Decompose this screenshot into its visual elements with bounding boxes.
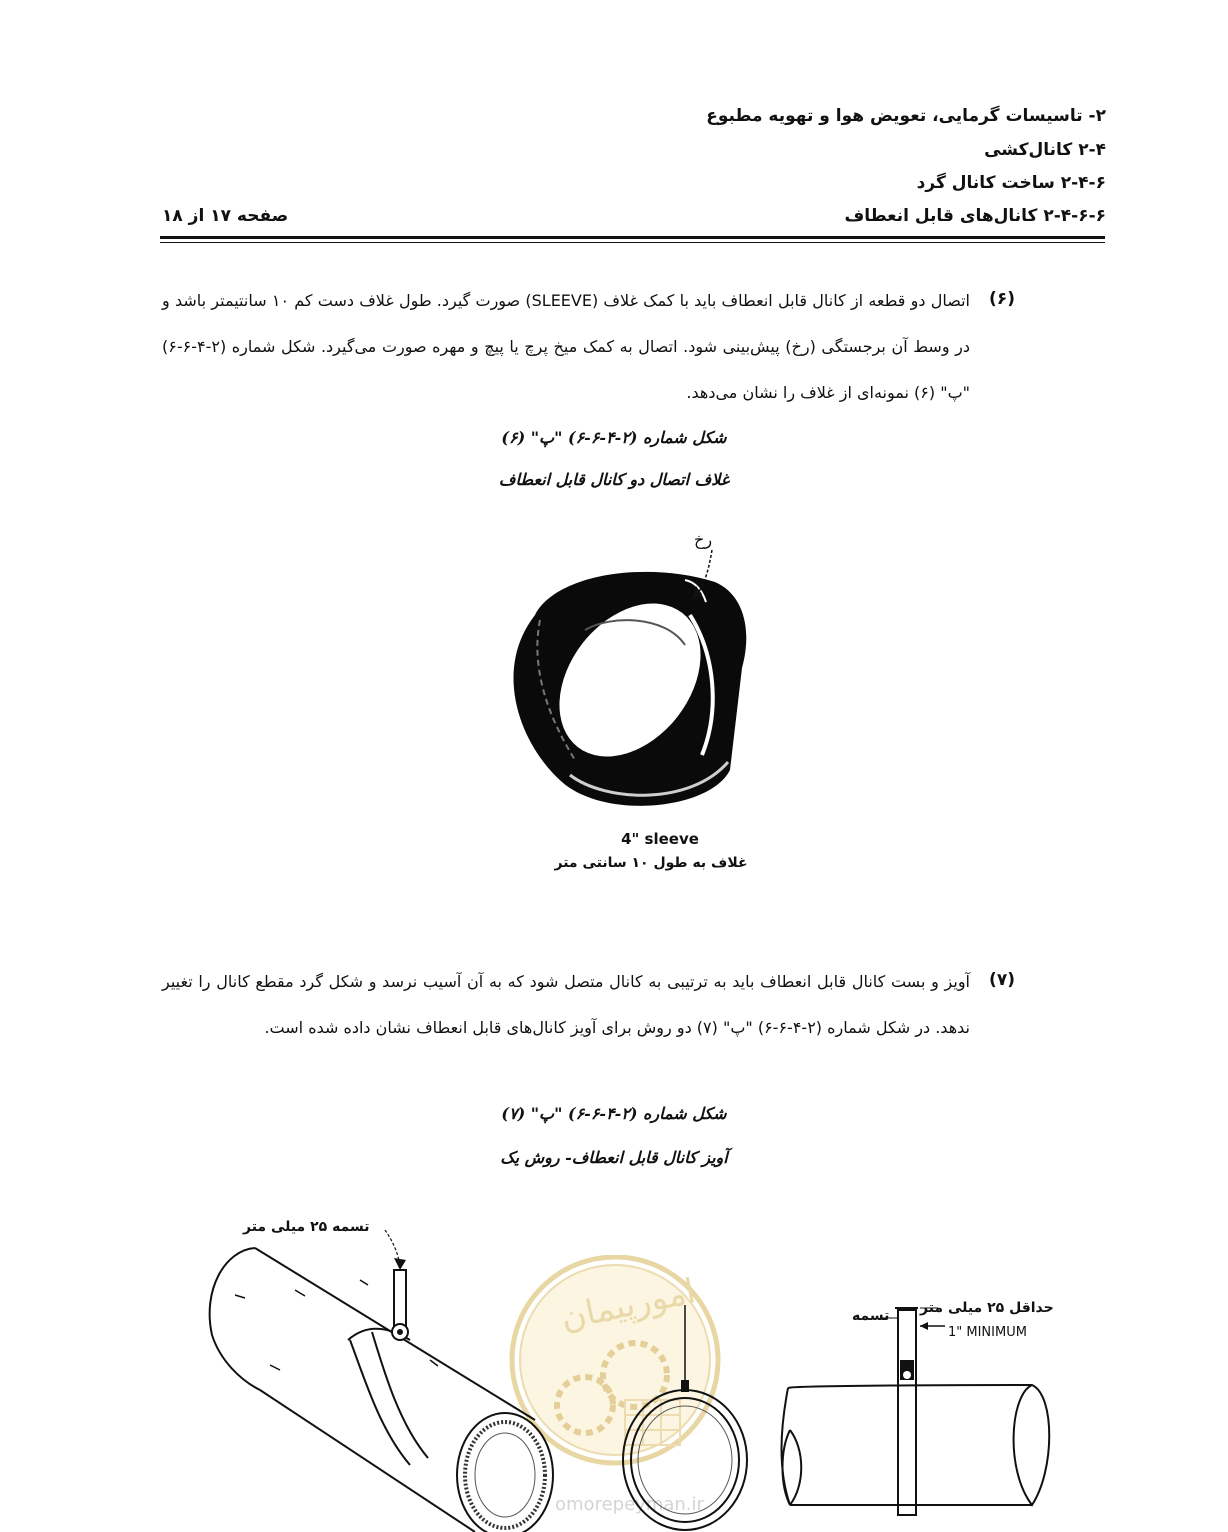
page-number: صفحه ۱۷ از ۱۸: [162, 206, 289, 226]
paragraph-7-number: (۷): [989, 970, 1015, 990]
figure-6-caption-number: شکل شماره (۲-۴-۶-۶) "پ" (۶): [501, 428, 727, 447]
header-section-title: ۲- تاسیسات گرمایی، تعویض هوا و تهویه مطبوع: [706, 106, 1106, 126]
figure-7-caption-number: شکل شماره (۲-۴-۶-۶) "پ" (۷): [501, 1104, 727, 1123]
figure-6-caption-title: غلاف اتصال دو کانال قابل انعطاف: [498, 470, 730, 489]
header-subsection-title: ۲-۴ کانال‌کشی: [984, 140, 1106, 160]
bead-label: رخ: [694, 530, 713, 549]
sleeve-illustration: [480, 520, 770, 820]
sleeve-size-label-fa: غلاف به طول ۱۰ سانتی متر: [554, 855, 748, 871]
header-topic-title: ۲-۴-۶-۶ کانال‌های قابل انعطاف: [844, 206, 1106, 226]
paragraph-7-text: آویز و بست کانال قابل انعطاف باید به ترتیبی به کانال متصل شود که به آن آسیب نرسد و شکل گرد مقطع کانال را تغییر ندهد. در شکل شماره (۲-۴-۶-۶) "پ" (۷) دو روش برای آویز کانال‌های قابل انعطاف نشان داده شده است.: [162, 972, 970, 1037]
duct-ring-illustration: [610, 1300, 760, 1532]
duct-hanger-method-illustration: [200, 1230, 560, 1532]
watermark-url: omorepeyman.ir: [555, 1494, 704, 1515]
strap-label: تسمه: [852, 1308, 890, 1324]
minimum-1in-label-en: 1" MINIMUM: [948, 1325, 1027, 1340]
minimum-25mm-label-fa: حداقل ۲۵ میلی متر: [920, 1300, 1054, 1316]
header-sub-subsection-title: ۲-۴-۶ ساخت کانال گرد: [916, 173, 1106, 193]
watermark-logo-text: امورپیمان: [557, 1271, 700, 1339]
sleeve-size-label-en: 4" sleeve: [621, 830, 699, 848]
header-rule-thin: [160, 242, 1105, 243]
paragraph-6-number: (۶): [989, 289, 1015, 309]
paragraph-6-text: اتصال دو قطعه از کانال قابل انعطاف باید با کمک غلاف (SLEEVE) صورت گیرد. طول غلاف دست کم ۱۰ سانتیمتر باشد و در وسط آن برجستگی (رخ) پیش‌بینی شود. اتصال به کمک میخ پرچ یا پیچ و مهره صورت می‌گیرد. شکل شماره (۲-۴-۶-۶) "پ" (۶) نمونه‌ای از غلاف را نشان می‌دهد.: [162, 291, 970, 402]
strap-25mm-label: تسمه ۲۵ میلی متر: [243, 1219, 370, 1235]
header-rule-thick: [160, 236, 1105, 239]
figure-7-caption-title: آویز کانال قابل انعطاف- روش یک: [500, 1148, 728, 1167]
